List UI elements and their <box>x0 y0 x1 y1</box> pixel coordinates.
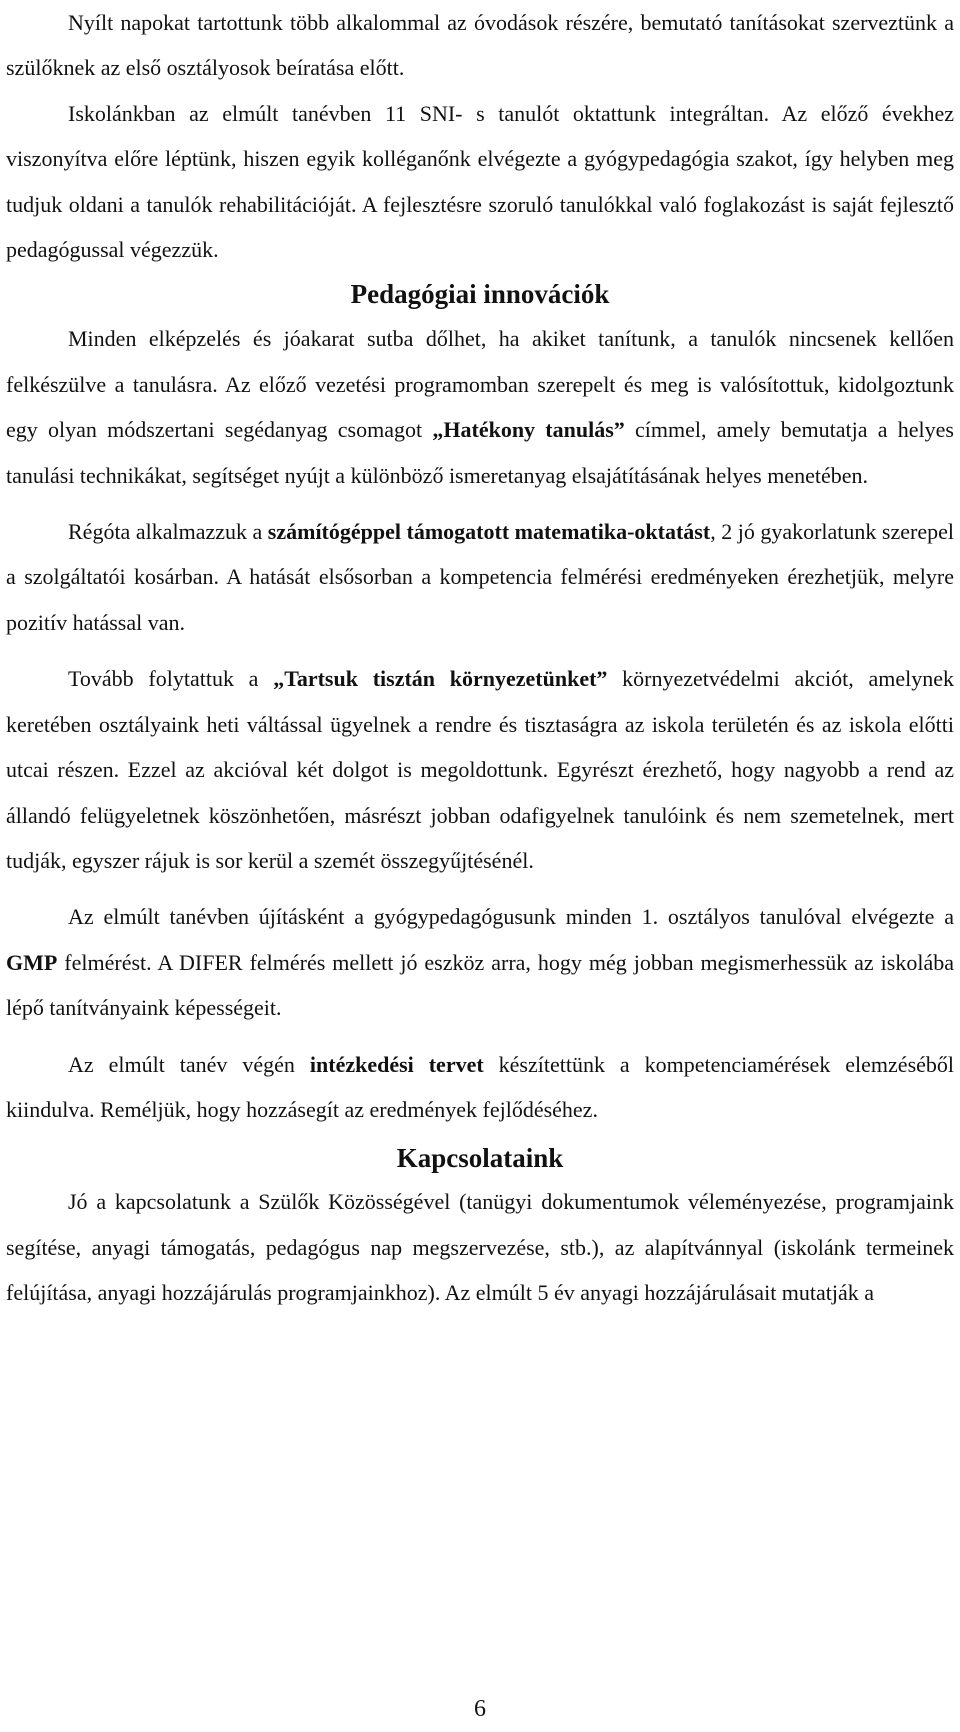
heading-relations: Kapcsolataink <box>396 1143 564 1174</box>
paragraph-open-days: Nyílt napokat tartottunk több alkalommal az óvodások részére, bemutató tanításokat szerveztünk a szülőknek az első osztályosok beíratása előtt. <box>6 10 954 81</box>
text-run: Tovább folytattuk a <box>68 666 274 692</box>
bold-text-gmp: GMP <box>6 949 58 975</box>
text-run: , 2 jó gyakorlatunk szerepel a szolgáltatói kosárban. A hatását elsősorban a kompetencia felmérési eredményeken érezhetjük, melyre pozitív hatással van. <box>6 519 954 635</box>
text-run: Az elmúlt tanévben újításként a gyógypedagógusunk minden 1. osztályos tanulóval elvégezte a <box>68 904 954 930</box>
text-run: Minden elképzelés és jóakarat sutba dőlhet, ha akiket tanítunk, a tanulók nincsenek kellően felkészülve a tanulásra. Az előző vezetési programomban szerepelt és meg is valósítottuk, kidolgoztunk egy olyan módszertani segédanyag csomagot <box>6 326 954 443</box>
paragraph-sni-students: Iskolánkban az elmúlt tanévben 11 SNI- s tanulót oktattunk integráltan. Az előző évekhez viszonyítva előre léptünk, hiszen egyik kolléganőnk elvégezte a gyógypedagógia szakot, így helyben meg tudjuk oldani a tanulók rehabilitációját. A fejlesztésre szoruló tanulókkal való foglakozást is saját fejlesztő pedagógussal végezzük. <box>6 100 954 263</box>
text-run: Az elmúlt tanév végén <box>68 1051 310 1077</box>
paragraph-environment-action <box>6 656 954 883</box>
text-run: Régóta alkalmazzuk a <box>68 519 268 545</box>
paragraph-action-plan <box>6 1042 954 1133</box>
text-run: címmel, amely bemutatja a helyes tanulási technikákat, segítséget nyújt a különböző ismeretanyag elsajátításának helyes menetében. <box>6 417 954 488</box>
paragraph-effective-learning <box>6 316 954 498</box>
bold-text-environment: „Tartsuk tisztán környezetünket” <box>273 666 608 692</box>
paragraph-computer-math <box>6 509 954 645</box>
text-run: felmérést. A DIFER felmérés mellett jó eszköz arra, hogy még jobban megismerhessük az iskolába lépő tanítványaink képességeit. <box>6 949 954 1021</box>
page-number: 6 <box>474 1696 486 1722</box>
text-run: készítettünk a kompetenciamérések elemzéséből kiindulva. Reméljük, hogy hozzásegít az eredmények fejlődéséhez. <box>6 1051 955 1122</box>
page-content <box>6 0 954 1316</box>
bold-text-action-plan: intézkedési tervet <box>309 1051 484 1077</box>
paragraph-parents-community: Jó a kapcsolatunk a Szülők Közösségével (tanügyi dokumentumok véleményezése, programjaink segítése, anyagi támogatás, pedagógus nap megszervezése, stb.), az alapítvánnyal (iskolánk termeinek felújítása, anyagi hozzájárulás programjainkhoz). Az elmúlt 5 év anyagi hozzájárulásait mutatják a <box>6 1189 954 1306</box>
text-run: környezetvédelmi akciót, amelynek keretében osztályaink heti váltással ügyelnek a rendre és tisztaságra az iskola területén és az iskola előtti utcai részen. Ezzel az akcióval két dolgot is megoldottunk. Egyrészt érezhető, hogy nagyobb a rend az állandó felügyeletnek köszönhetően, másrészt jobban odafigyelnek tanulóink és nem szemetelnek, mert tudják, egyszer rájuk is sor kerül a szemét összegyűjtésénél. <box>6 666 954 873</box>
bold-text-computer-math: számítógéppel támogatott matematika-oktatást <box>267 519 711 545</box>
bold-text-hatekony-tanulas: „Hatékony tanulás” <box>432 417 625 443</box>
heading-pedagogical-innovations: Pedagógiai innovációk <box>350 279 610 310</box>
paragraph-gmp-survey <box>6 894 954 1030</box>
